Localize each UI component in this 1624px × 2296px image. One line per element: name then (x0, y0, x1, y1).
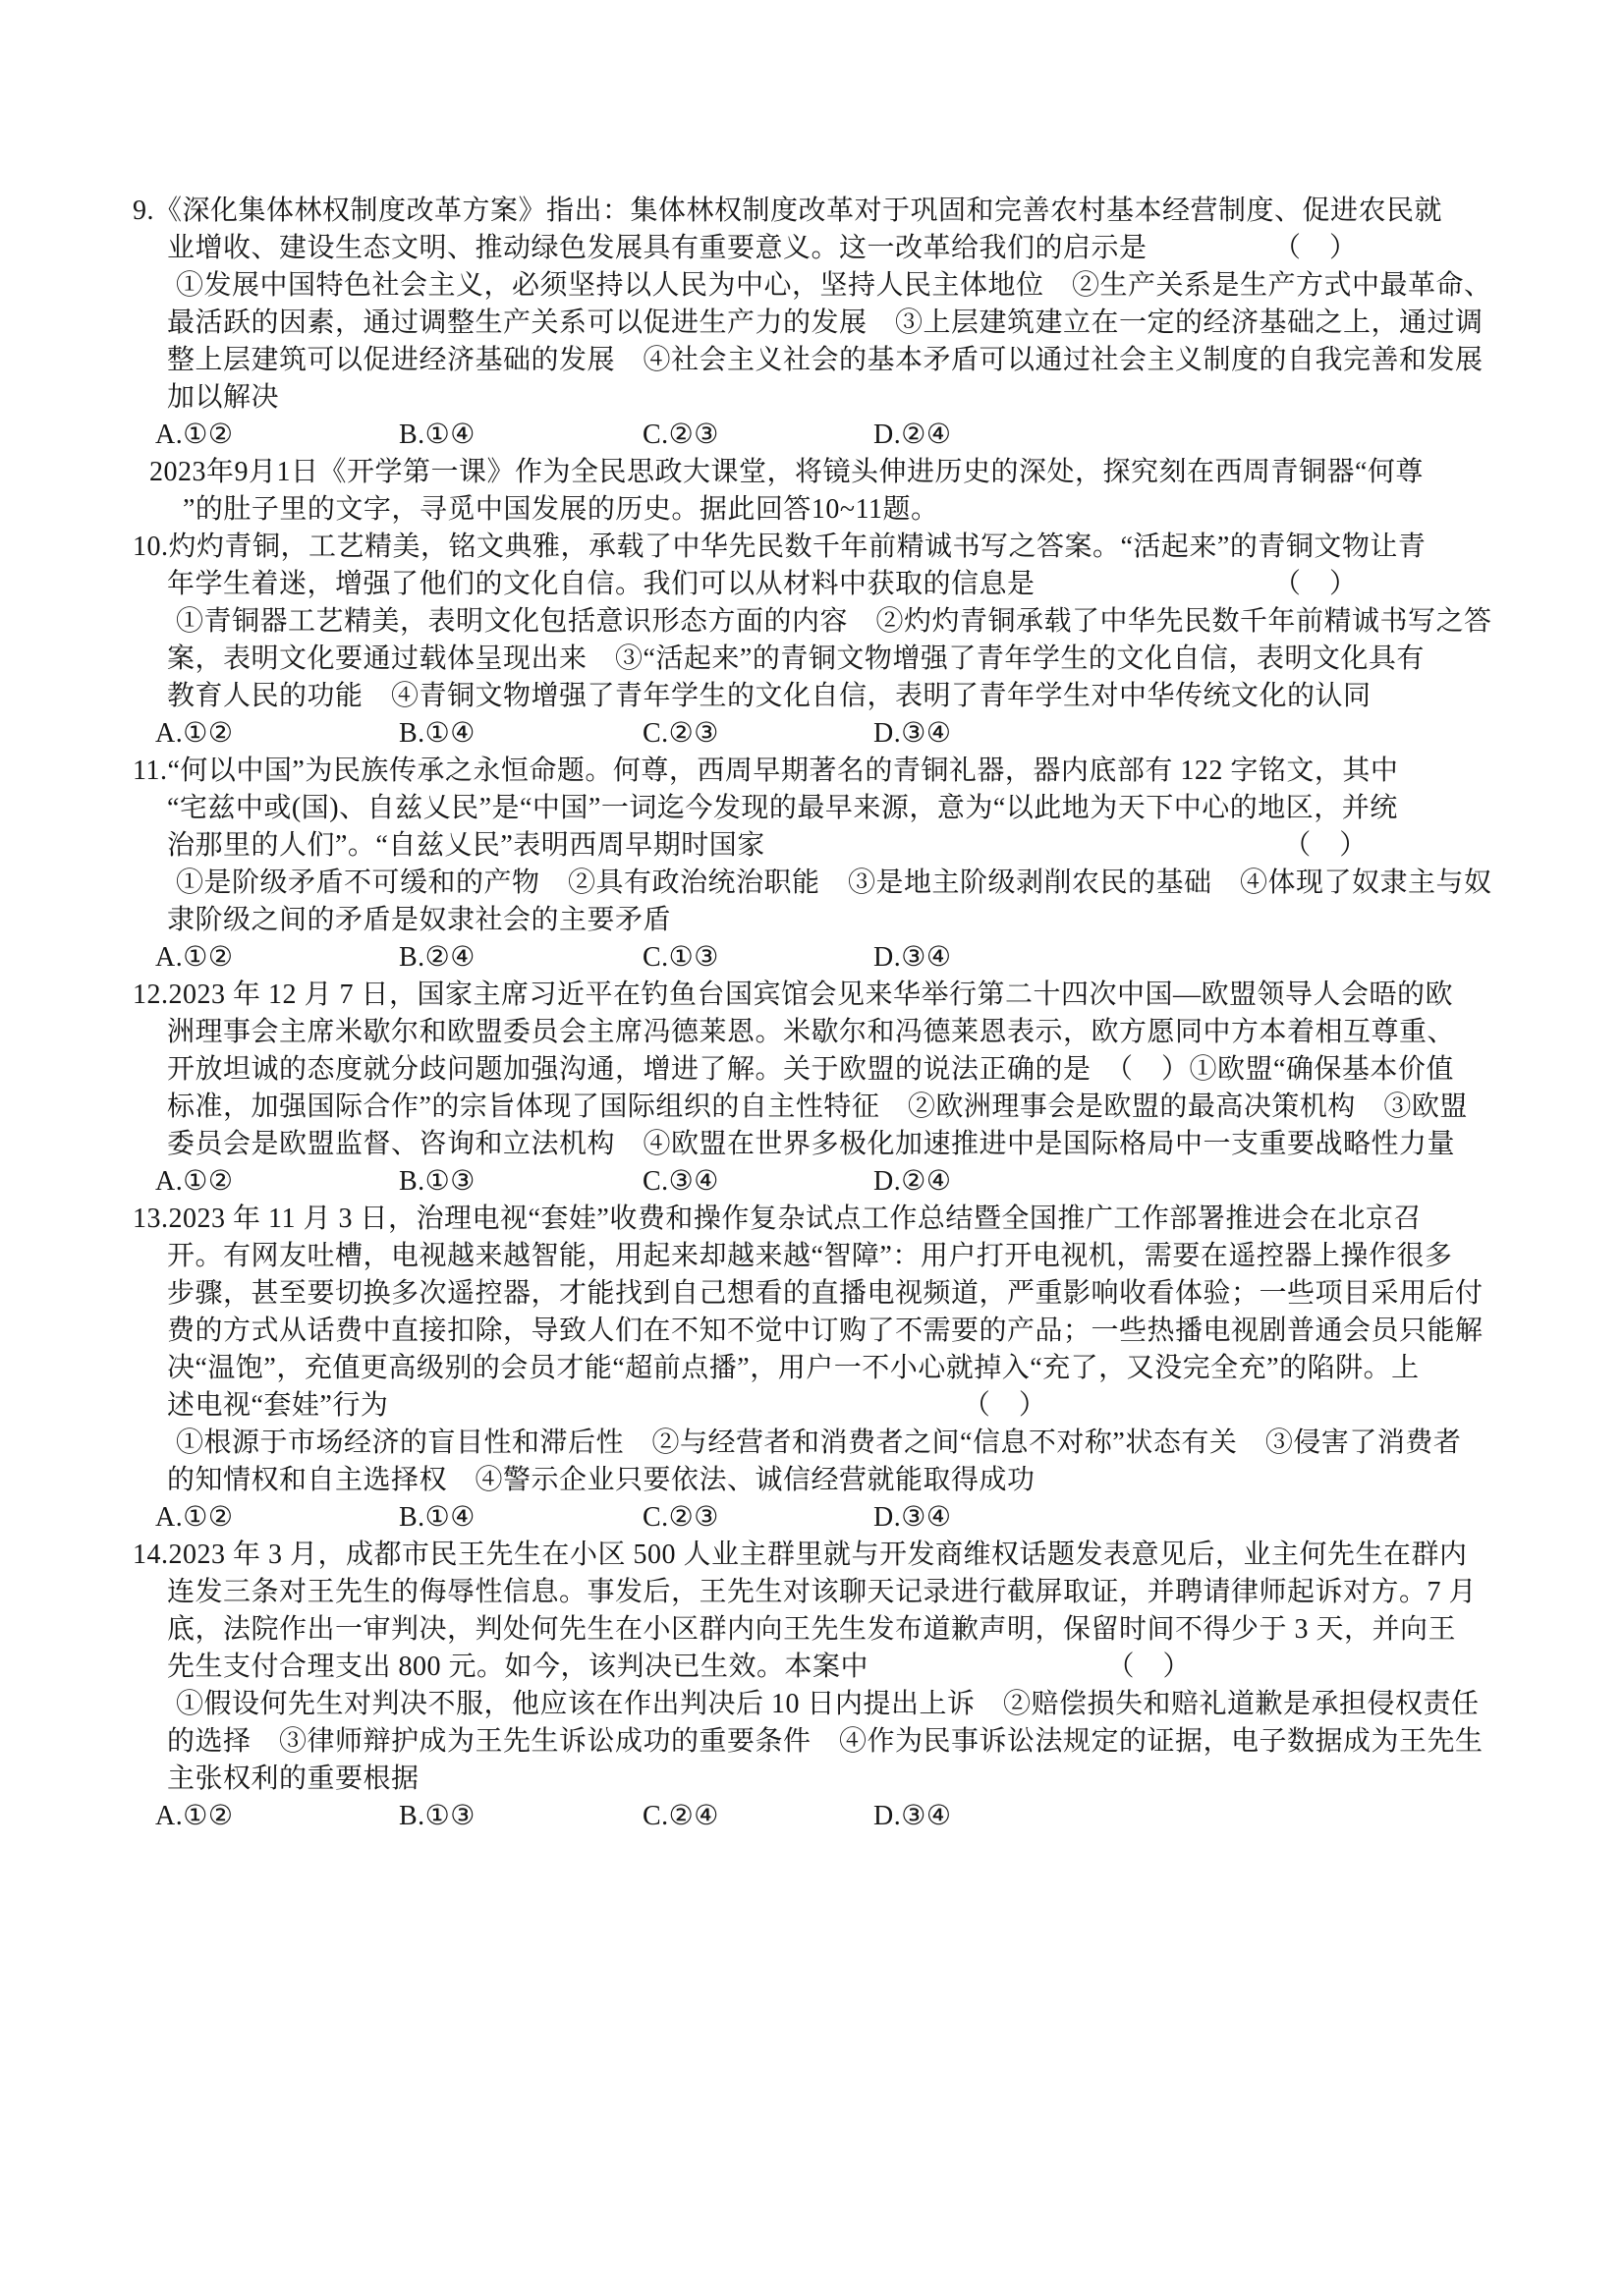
question-13-line-3: 步骤，甚至要切换多次遥控器，才能找到自己想看的直播电视频道，严重影响收看体验；一些项目采用后付 (167, 1278, 1484, 1309)
question-14-line-1: 14.2023 年 3 月，成都市民王先生在小区 500 人业主群里就与开发商维权话题发表意见后，业主何先生在群内 (133, 1540, 1468, 1570)
question-14-option-d: D.③④ (873, 1801, 952, 1831)
question-11-line-5: 隶阶级之间的矛盾是奴隶社会的主要矛盾 (167, 905, 672, 935)
question-10-line-5: 教育人民的功能 ④青铜文物增强了青年学生的文化自信，表明了青年学生对中华传统文化的认同 (167, 681, 1372, 711)
question-11-line-1: 11.“何以中国”为民族传承之永恒命题。何尊，西周早期著名的青铜礼器，器内底部有 122 字铭文，其中 (133, 756, 1399, 786)
question-12-options-row (0, 1163, 1624, 1201)
question-14-line-6: 的选择 ③律师辩护成为王先生诉讼成功的重要条件 ④作为民事诉讼法规定的证据，电子数据成为王先生 (167, 1726, 1484, 1757)
question-13-option-b: B.①④ (399, 1502, 476, 1533)
question-13-line-8: 的知情权和自主选择权 ④警示企业只要依法、诚信经营就能取得成功 (167, 1465, 1036, 1495)
question-13-line-2: 开。有网友吐槽，电视越来越智能，用起来却越来越“智障”：用户打开电视机，需要在遥控器上操作很多 (167, 1241, 1453, 1271)
question-11 (0, 753, 1624, 977)
question-9-line-5: 整上层建筑可以促进经济基础的发展 ④社会主义社会的基本矛盾可以通过社会主义制度的自我完善和发展 (167, 345, 1484, 375)
question-14-line-3: 底，法院作出一审判决，判处何先生在小区群内向王先生发布道歉声明，保留时间不得少于 3 天，并向王 (167, 1614, 1457, 1645)
question-9 (0, 193, 1624, 454)
question-12-line-2: 洲理事会主席米歇尔和欧盟委员会主席冯德莱恩。米歇尔和冯德莱恩表示，欧方愿同中方本着相互尊重、 (167, 1017, 1456, 1047)
question-11-option-b: B.②④ (399, 942, 476, 973)
question-11-line-2: “宅兹中或(国)、自兹乂民”是“中国”一词迄今发现的最早来源，意为“以此地为天下中心的地区，并统 (167, 793, 1398, 823)
question-12-line-4: 标准，加强国际合作”的宗旨体现了国际组织的自主性特征 ②欧洲理事会是欧盟的最高决策机构 ③欧盟 (167, 1092, 1468, 1122)
question-13-line-7: ①根源于市场经济的盲目性和滞后性 ②与经营者和消费者之间“信息不对称”状态有关 ③侵害了消费者 (176, 1428, 1462, 1458)
question-13-option-a: A.①② (155, 1502, 234, 1533)
question-14-options-row (0, 1798, 1624, 1835)
question-10-line-2: 年学生着迷，增强了他们的文化自信。我们可以从材料中获取的信息是 （ ） (167, 569, 1358, 599)
question-13-line-1: 13.2023 年 11 月 3 日，治理电视“套娃”收费和操作复杂试点工作总结暨全国推广工作部署推进会在北京召 (133, 1204, 1422, 1234)
question-10-option-d: D.③④ (873, 718, 952, 749)
question-14-option-b: B.①③ (399, 1801, 476, 1831)
question-10-options-row (0, 715, 1624, 753)
question-13-options-row (0, 1499, 1624, 1537)
question-10-line-3: ①青铜器工艺精美，表明文化包括意识形态方面的内容 ②灼灼青铜承载了中华先民数千年前精诚书写之答 (176, 606, 1492, 637)
question-12-line-3: 开放坦诚的态度就分歧问题加强沟通，增进了解。关于欧盟的说法正确的是 （ ）①欧盟“确保基本价值 (167, 1054, 1454, 1085)
passage-10-11-line-1: 2023年9月1日《开学第一课》作为全民思政大课堂，将镜头伸进历史的深处，探究刻在西周青铜器“何尊 (149, 457, 1424, 487)
exam-content (0, 193, 1624, 1835)
question-9-option-a: A.①② (155, 420, 234, 450)
question-12 (0, 977, 1624, 1201)
question-12-option-c: C.③④ (643, 1166, 719, 1197)
passage-10-11 (0, 454, 1624, 529)
question-9-line-3: ①发展中国特色社会主义，必须坚持以人民为中心，坚持人民主体地位 ②生产关系是生产方式中最革命、 (176, 270, 1492, 301)
question-9-line-4: 最活跃的因素，通过调整生产关系可以促进生产力的发展 ③上层建筑建立在一定的经济基础之上，通过调 (167, 308, 1484, 338)
question-13-line-6: 述电视“套娃”行为 （ ） (167, 1390, 1047, 1421)
question-13 (0, 1201, 1624, 1537)
question-10-line-4: 案，表明文化要通过载体呈现出来 ③“活起来”的青铜文物增强了青年学生的文化自信，表明文化具有 (167, 644, 1425, 674)
question-9-option-b: B.①④ (399, 420, 476, 450)
question-10-option-a: A.①② (155, 718, 234, 749)
question-10-option-c: C.②③ (643, 718, 719, 749)
question-9-line-6: 加以解决 (167, 382, 280, 413)
question-11-line-4: ①是阶级矛盾不可缓和的产物 ②具有政治统治职能 ③是地主阶级剥削农民的基础 ④体现了奴隶主与奴 (176, 868, 1492, 898)
question-11-line-3: 治那里的人们”。“自兹乂民”表明西周早期时国家 （ ） (167, 830, 1368, 861)
question-14-line-5: ①假设何先生对判决不服，他应该在作出判决后 10 日内提出上诉 ②赔偿损失和赔礼道歉是承担侵权责任 (176, 1689, 1480, 1719)
question-9-line-1: 9.《深化集体林权制度改革方案》指出：集体林权制度改革对于巩固和完善农村基本经营制度、促进农民就 (133, 196, 1443, 226)
question-12-option-b: B.①③ (399, 1166, 476, 1197)
question-12-option-d: D.②④ (873, 1166, 952, 1197)
question-14-line-7: 主张权利的重要根据 (167, 1764, 420, 1794)
question-11-option-d: D.③④ (873, 942, 952, 973)
passage-10-11-line-2: ”的肚子里的文字，寻觅中国发展的历史。据此回答10~11题。 (183, 494, 939, 525)
question-9-option-c: C.②③ (643, 420, 719, 450)
question-13-line-5: 决“温饱”，充值更高级别的会员才能“超前点播”，用户一不小心就掉入“充了，又没完全充”的陷阱。上 (167, 1353, 1420, 1383)
question-13-option-d: D.③④ (873, 1502, 952, 1533)
question-9-line-2: 业增收、建设生态文明、推动绿色发展具有重要意义。这一改革给我们的启示是 （ ） (167, 233, 1358, 263)
question-12-option-a: A.①② (155, 1166, 234, 1197)
question-14 (0, 1537, 1624, 1835)
question-9-options-row (0, 417, 1624, 454)
question-10 (0, 529, 1624, 753)
question-14-line-2: 连发三条对王先生的侮辱性信息。事发后，王先生对该聊天记录进行截屏取证，并聘请律师起诉对方。7 月 (167, 1577, 1478, 1607)
question-14-option-c: C.②④ (643, 1801, 719, 1831)
question-12-line-5: 委员会是欧盟监督、咨询和立法机构 ④欧盟在世界多极化加速推进中是国际格局中一支重要战略性力量 (167, 1129, 1456, 1159)
question-11-option-a: A.①② (155, 942, 234, 973)
question-9-option-d: D.②④ (873, 420, 952, 450)
question-14-line-4: 先生支付合理支出 800 元。如今，该判决已生效。本案中 （ ） (167, 1652, 1192, 1682)
question-14-option-a: A.①② (155, 1801, 234, 1831)
question-13-option-c: C.②③ (643, 1502, 719, 1533)
question-10-line-1: 10.灼灼青铜，工艺精美，铭文典雅，承载了中华先民数千年前精诚书写之答案。“活起来”的青铜文物让青 (133, 532, 1427, 562)
question-12-line-1: 12.2023 年 12 月 7 日，国家主席习近平在钓鱼台国宾馆会见来华举行第二十四次中国—欧盟领导人会晤的欧 (133, 980, 1454, 1010)
question-11-options-row (0, 939, 1624, 977)
question-13-line-4: 费的方式从话费中直接扣除，导致人们在不知不觉中订购了不需要的产品；一些热播电视剧普通会员只能解 (167, 1316, 1484, 1346)
question-11-option-c: C.①③ (643, 942, 719, 973)
question-10-option-b: B.①④ (399, 718, 476, 749)
